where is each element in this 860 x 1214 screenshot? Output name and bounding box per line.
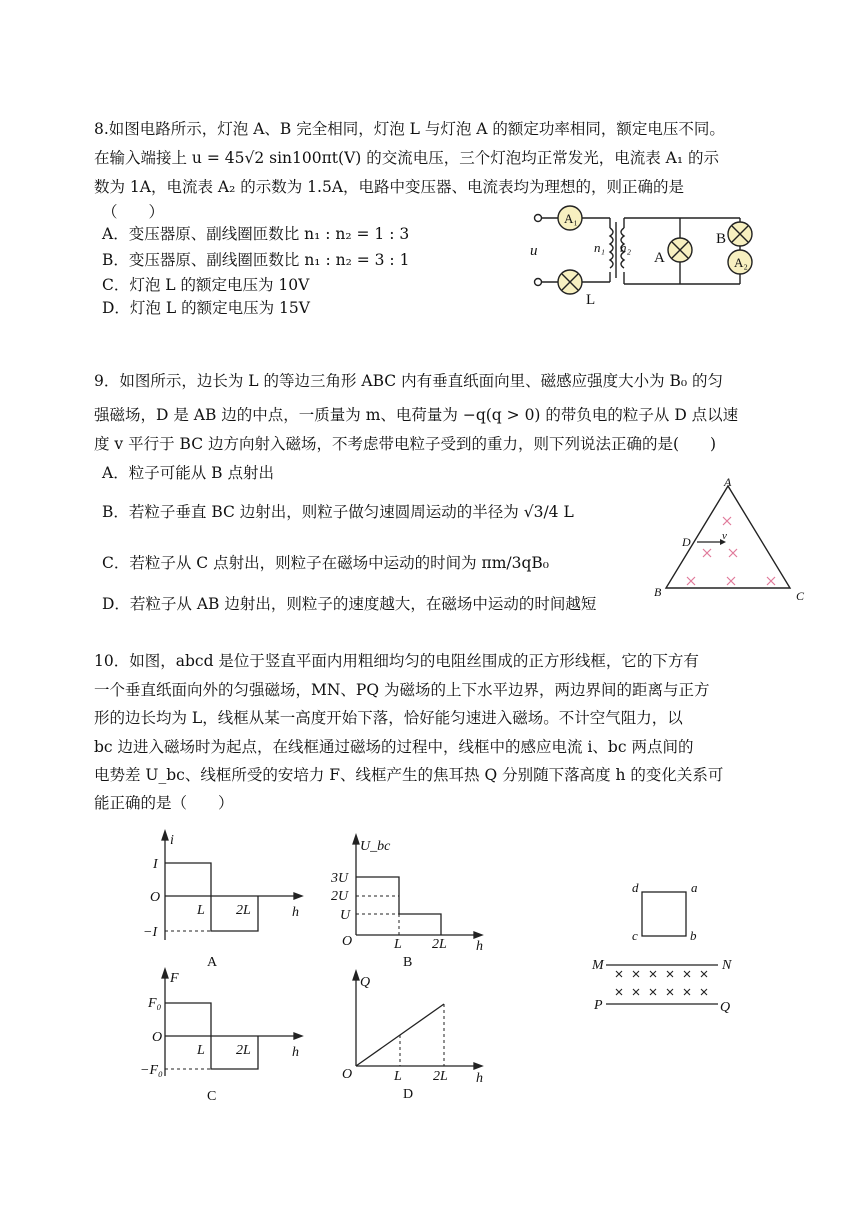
q9-option-d[interactable]: D．若粒子从 AB 边射出，则粒子的速度越大，在磁场中运动的时间越短: [102, 595, 597, 613]
graph-a-tick-i: I: [153, 857, 158, 872]
graph-d-x-l: L: [394, 1069, 402, 1084]
graph-c-x-h: h: [292, 1045, 299, 1060]
graph-c-x-l: L: [197, 1043, 205, 1058]
q9-line3: 度 v 平行于 BC 边方向射入磁场，不考虑带电粒子受到的重力，则下列说法正确的是( ): [94, 435, 717, 453]
q9-line1: 9．如图所示，边长为 L 的等边三角形 ABC 内有垂直纸面向里、磁感应强度大小为 B₀ 的匀: [94, 372, 724, 390]
q8-option-c[interactable]: C．灯泡 L 的额定电压为 10V: [102, 276, 310, 294]
q8-option-a[interactable]: A．变压器原、副线圈匝数比 n₁ : n₂ = 1 : 3: [102, 225, 410, 243]
q9-option-b[interactable]: B．若粒子垂直 BC 边射出，则粒子做匀速圆周运动的半径为 √3/4 L: [102, 503, 574, 521]
graph-b-caption: B: [403, 955, 413, 970]
a2-label: A₂: [734, 255, 748, 270]
lamp-l-label: L: [586, 292, 596, 308]
graph-b-tick-2u: 2U: [331, 889, 349, 904]
graph-a[interactable]: [140, 828, 310, 973]
frame-a-label: a: [691, 880, 698, 895]
a1-label: A₁: [564, 211, 578, 226]
graph-b-ylabel: U_bc: [360, 839, 391, 854]
graph-c-ylabel: F: [170, 971, 179, 986]
graph-c-tick-o: O: [152, 1030, 163, 1045]
graph-c-x-2l: 2L: [236, 1043, 251, 1058]
frame-d-label: d: [632, 880, 639, 895]
graph-a-x-l: L: [197, 903, 205, 918]
boundary-n-label: N: [722, 958, 732, 973]
graph-b-tick-3u: 3U: [331, 871, 349, 886]
q8-circuit-diagram: [528, 200, 768, 310]
graph-a-tick-neg-i: −I: [143, 925, 158, 940]
graph-b-x-h: h: [476, 939, 483, 954]
q8-line1: 8.如图电路所示，灯泡 A、B 完全相同，灯泡 L 与灯泡 A 的额定功率相同，额定电压不同。: [94, 120, 725, 138]
vertex-a-label: A: [724, 475, 732, 489]
frame-b-label: b: [690, 928, 697, 943]
graph-c[interactable]: [140, 966, 310, 1111]
point-d-label: D: [682, 535, 691, 549]
graph-d-x-h: h: [476, 1071, 483, 1086]
boundary-m-label: M: [592, 958, 604, 973]
graph-a-x-h: h: [292, 905, 299, 920]
graph-b-tick-u: U: [340, 908, 351, 923]
q10-line6: 能正确的是（ ）: [94, 794, 234, 812]
graph-d-ylabel: Q: [360, 975, 371, 990]
q10-line2: 一个垂直纸面向外的匀强磁场，MN、PQ 为磁场的上下水平边界，两边界间的距离与正方: [94, 681, 710, 699]
q8-line3: 数为 1A，电流表 A₂ 的示数为 1.5A，电路中变压器、电流表均为理想的，则正确的是: [94, 178, 685, 196]
vertex-b-label: B: [654, 585, 662, 599]
n2-label: n₂: [620, 240, 632, 255]
graph-a-tick-o: O: [150, 890, 161, 905]
graph-a-caption: A: [207, 955, 218, 970]
q8-paren: （ ）: [102, 203, 165, 221]
q8-option-b[interactable]: B．变压器原、副线圈匝数比 n₁ : n₂ = 3 : 1: [102, 251, 410, 269]
boundary-p-label: P: [594, 998, 603, 1013]
graph-b-x-2l: 2L: [432, 937, 447, 952]
q9-option-c[interactable]: C．若粒子从 C 点射出，则粒子在磁场中运动的时间为 πm/3qB₀: [102, 554, 549, 572]
q9-line2: 强磁场，D 是 AB 边的中点，一质量为 m、电荷量为 −q(q > 0) 的带负电的粒子从 D 点以速: [94, 406, 739, 424]
graph-d[interactable]: [328, 968, 498, 1108]
graph-b-tick-o: O: [342, 934, 353, 949]
q10-frame-field-diagram: [588, 880, 748, 1020]
q10-line4: bc 边进入磁场时为起点，在线框通过磁场的过程中，线框中的感应电流 i、bc 两点间的: [94, 738, 694, 756]
graph-d-x-2l: 2L: [433, 1069, 448, 1084]
u-label: u: [530, 243, 538, 259]
lamp-b-label: B: [716, 231, 727, 247]
graph-d-caption: D: [403, 1087, 414, 1102]
graph-b[interactable]: [328, 832, 498, 977]
graph-a-ylabel: i: [170, 833, 174, 848]
q10-line5: 电势差 U_bc、线框所受的安培力 F、线框产生的焦耳热 Q 分别随下落高度 h 的变化关系可: [94, 766, 724, 784]
q9-option-a[interactable]: A．粒子可能从 B 点射出: [102, 464, 274, 482]
graph-c-caption: C: [207, 1089, 217, 1104]
lamp-a-label: A: [654, 250, 665, 266]
boundary-q-label: Q: [720, 1000, 731, 1015]
velocity-v-label: v: [722, 530, 727, 542]
graph-c-tick-neg-f0: −F₀: [140, 1063, 163, 1078]
q8-option-d[interactable]: D．灯泡 L 的额定电压为 15V: [102, 299, 310, 317]
q8-line2: 在输入端接上 u = 45√2 sin100πt(V) 的交流电压，三个灯泡均正常发光，电流表 A₁ 的示: [94, 149, 720, 167]
vertex-c-label: C: [796, 589, 805, 603]
frame-c-label: c: [632, 928, 638, 943]
q10-line1: 10．如图，abcd 是位于竖直平面内用粗细均匀的电阻丝围成的正方形线框，它的下方有: [94, 652, 699, 670]
n1-label: n₁: [594, 240, 606, 255]
q9-triangle-diagram: [652, 476, 812, 604]
graph-a-x-2l: 2L: [236, 903, 251, 918]
graph-d-tick-o: O: [342, 1067, 353, 1082]
graph-b-x-l: L: [394, 937, 402, 952]
q10-line3: 形的边长均为 L，线框从某一高度开始下落，恰好能匀速进入磁场。不计空气阻力，以: [94, 709, 683, 727]
graph-c-tick-f0: F₀: [148, 996, 162, 1011]
